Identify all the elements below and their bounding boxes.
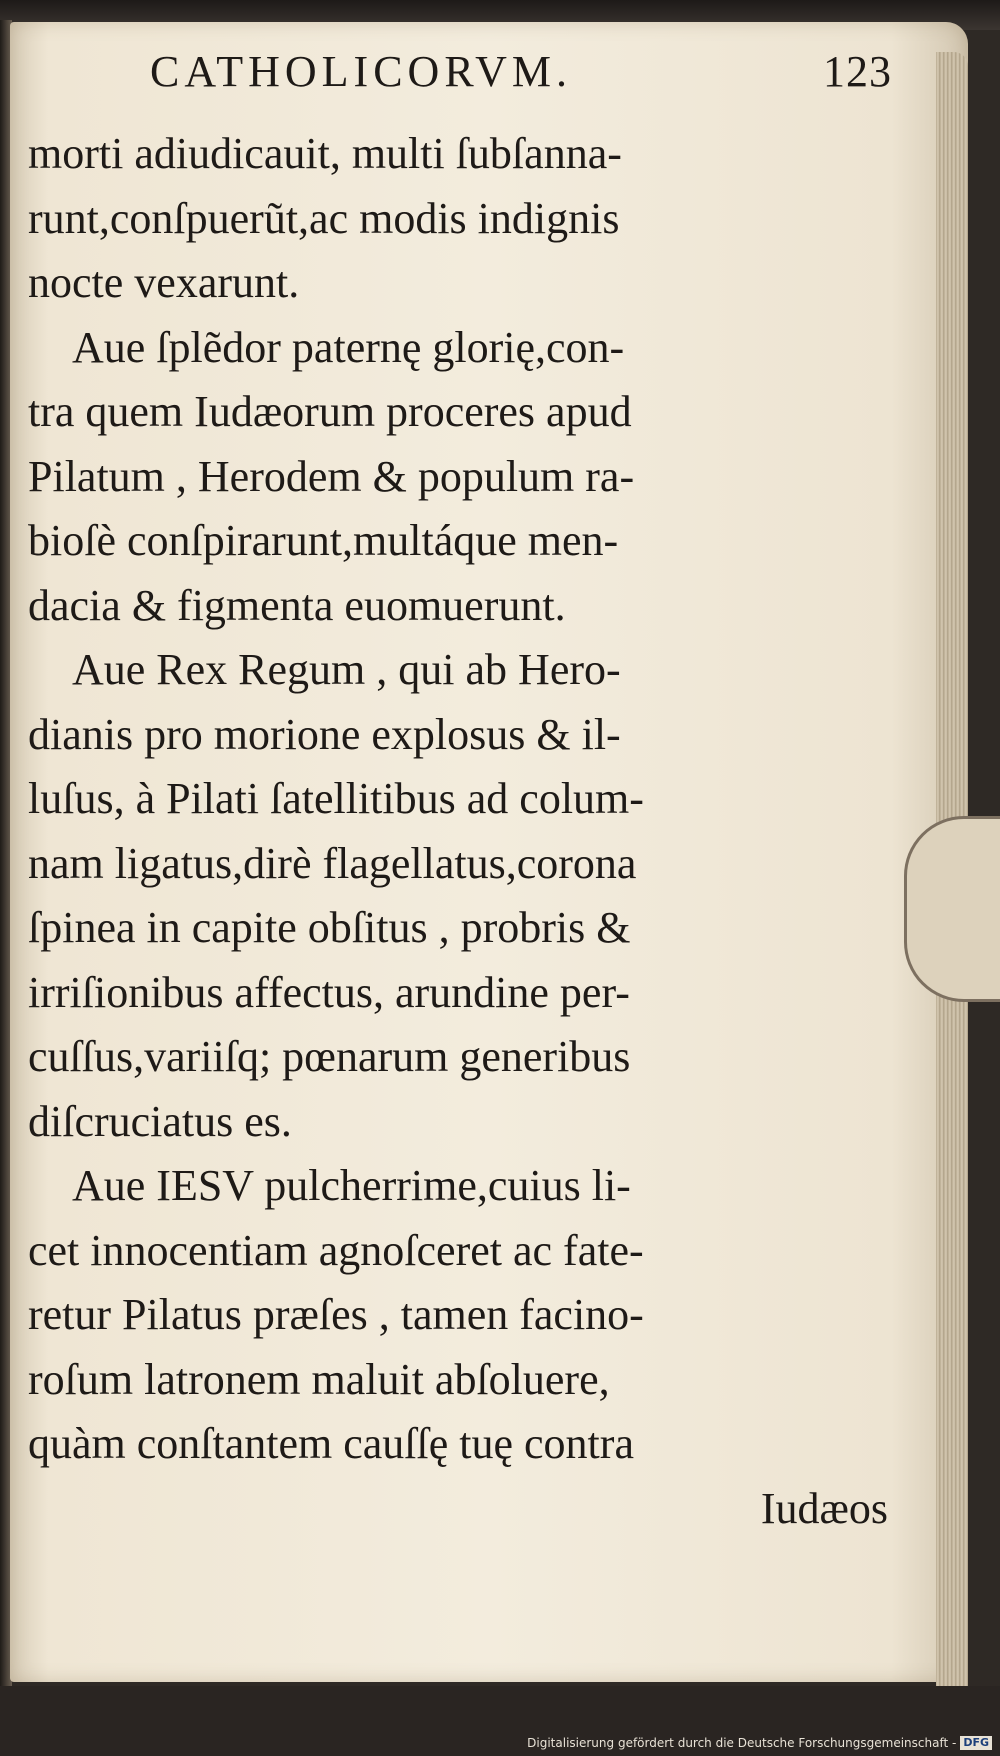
digitization-credit: [527, 1736, 992, 1750]
text-line: tra quem Iudæorum proceres apud: [28, 387, 632, 436]
dfg-logo-icon: DFG: [960, 1736, 992, 1750]
credit-text: Digitalisierung gefördert durch die Deutsche Forschungsgemeinschaft -: [527, 1736, 957, 1750]
page-header: [28, 46, 892, 122]
text-line: diſcruciatus es.: [28, 1096, 292, 1146]
text-line: luſus, à Pilati ſatellitibus ad colum-: [28, 774, 644, 823]
text-line: bioſè conſpirarunt,multáque men-: [28, 516, 619, 565]
text-line: dacia & figmenta euomuerunt.: [28, 580, 566, 630]
text-line: morti adiudicauit, multi ſubſanna-: [28, 129, 622, 178]
text-line: Aue ſplẽdor paternę glorię,con-: [72, 322, 625, 372]
running-head: CATHOLICORVM.: [150, 47, 573, 96]
text-line: cuſſus,variiſq; pœnarum generibus: [28, 1032, 631, 1081]
text-line: Aue IESV pulcherrime,cuius li-: [72, 1161, 631, 1210]
text-line: nam ligatus,dirè flagellatus,corona: [28, 838, 637, 888]
book-clasp: [904, 816, 1000, 1002]
text-line: irriſionibus affectus, arundine per-: [28, 967, 630, 1017]
text-line: nocte vexarunt.: [28, 258, 300, 307]
text-line: roſum latronem maluit abſoluere,: [28, 1354, 610, 1404]
page-number: 123: [823, 47, 892, 96]
page-text: [28, 46, 892, 1541]
text-line: retur Pilatus præſes , tamen facino-: [28, 1290, 644, 1339]
text-line: cet innocentiam agnoſceret ac fate-: [28, 1225, 644, 1275]
text-line: quàm conſtantem cauſſę tuę contra: [28, 1419, 634, 1468]
catchword: Iudæos: [760, 1483, 888, 1533]
text-line: ſpinea in capite obſitus , probris &: [28, 903, 631, 952]
text-line: Pilatum , Herodem & populum ra-: [28, 451, 635, 501]
text-line: runt,conſpuerũt,ac modis indignis: [28, 193, 620, 243]
text-line: Aue Rex Regum , qui ab Hero-: [72, 645, 621, 694]
text-line: dianis pro morione explosus & il-: [28, 709, 621, 759]
